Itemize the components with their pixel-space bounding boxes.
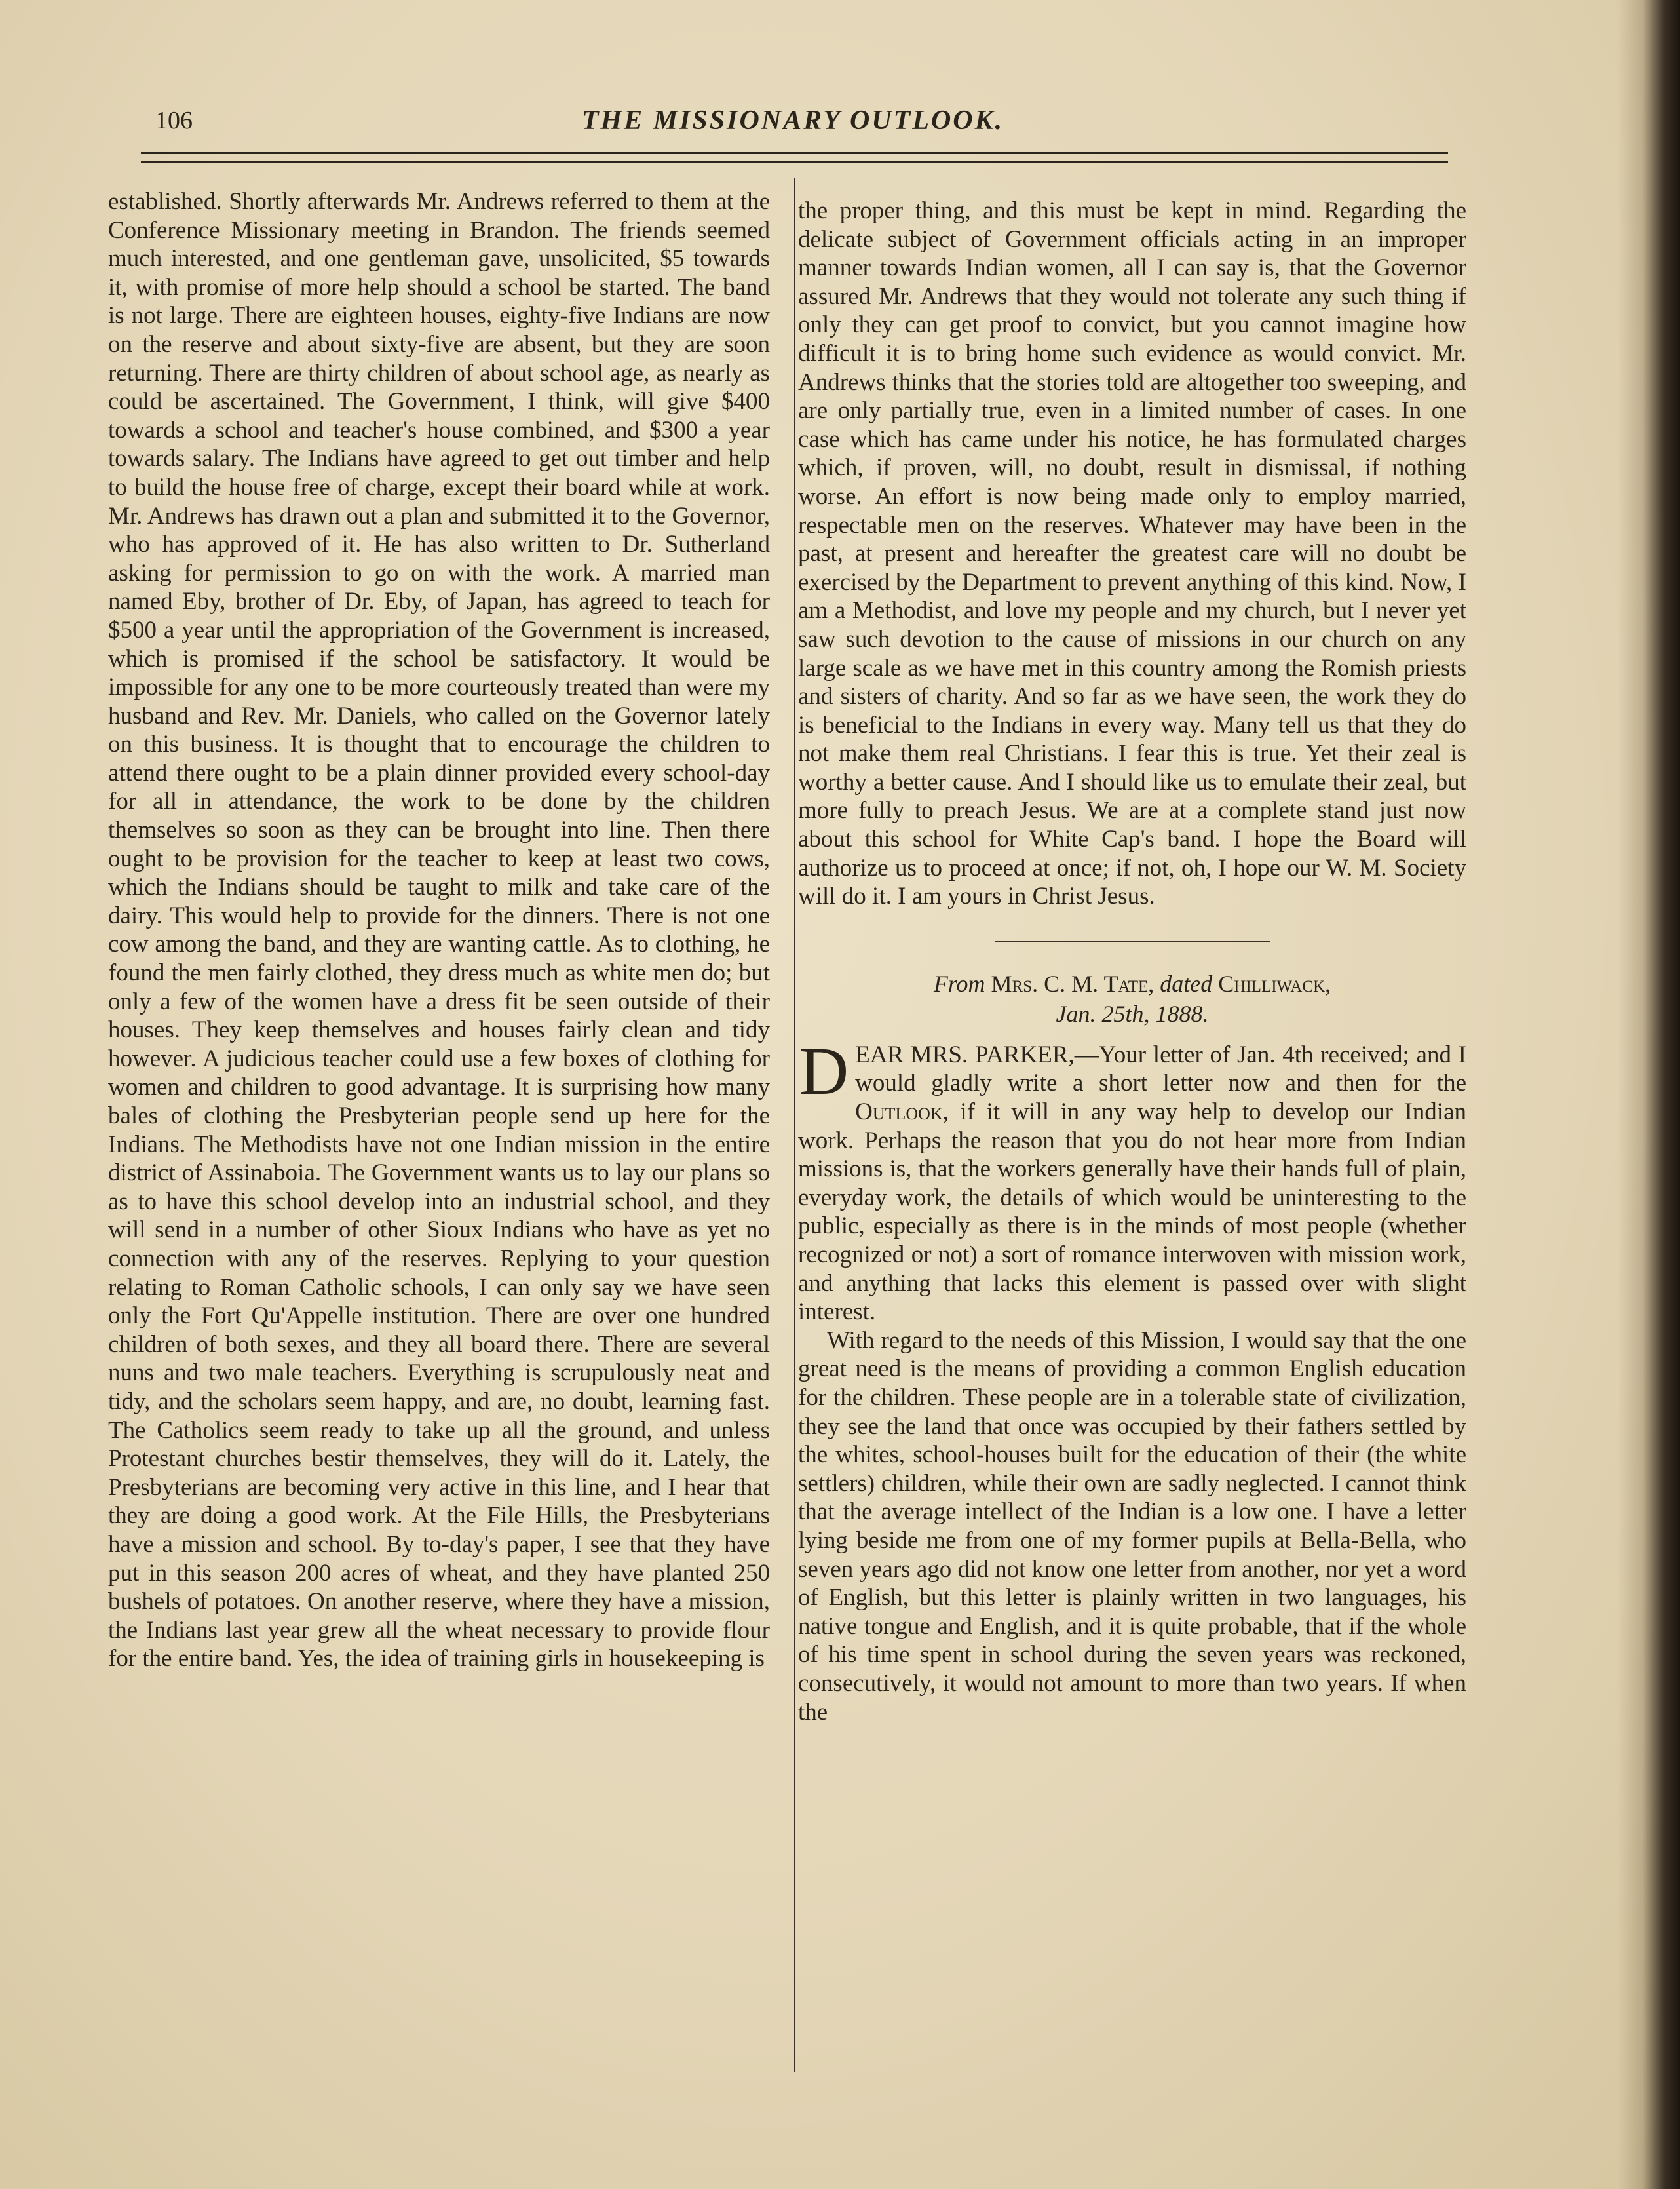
letter-heading-from: From <box>933 970 985 997</box>
header-rule-top <box>141 152 1448 154</box>
left-column-text: established. Shortly afterwards Mr. Andrews referred to them at the Conference Missionary meeting in Brandon. The friends seemed much interested, and one gentleman gave, unsolicited, $5 towards it, with promise of more help should a school be started. The band is not large. There are eighteen houses, eighty-five Indians are now on the reserve and about sixty-five are absent, but they are soon returning. There are thirty children of about school age, as nearly as could be ascertained. The Government, I think, will give $400 towards a school and teacher's house combined, and $300 a year towards salary. The Indians have agreed to get out timber and help to build the house free of charge, except their board while at work. Mr. Andrews has drawn out a plan and submitted it to the Governor, who has approved of it. He has also written to Dr. Sutherland asking for permission to go on with the work. A married man named Eby, brother of Dr. Eby, of Japan, has agreed to teach for $500 a year until the appropriation of the Government is increased, which is promised if the school be satisfactory. It would be impossible for any one to be more courteously treated than were my husband and Rev. Mr. Daniels, who called on the Governor lately on this business. It is thought that to encourage the children to attend there ought to be a plain dinner provided every school-day for all in attendance, the work to be done by the children themselves so soon as they can be brought into line. Then there ought to be provision for the teacher to keep at least two cows, which the Indians should be taught to milk and take care of the dairy. This would help to provide for the dinners. There is not one cow among the band, and they are wanting cattle. As to clothing, he found the men fairly clothed, they dress much as white men do; but only a few of the women have a dress fit be seen outside of their houses. They keep themselves and houses fairly clean and tidy however. A judicious teacher could use a few boxes of clothing for women and children to good advantage. It is surprising how many bales of clothing the Presbyterian people send up here for the Indians. The Methodists have not one Indian mission in the entire district of Assinaboia. The Government wants us to lay our plans so as to have this school develop into an industrial school, and they will send in a number of other Sioux Indians who have as yet no connection with any of the reserves. Replying to your question relating to Roman Catholic schools, I can only say we have seen only the Fort Qu'Appelle institution. There are over one hundred children of both sexes, and they all board there. There are several nuns and two male teachers. Everything is scrupulously neat and tidy, and the scholars seem happy, and are, no doubt, learning fast. The Catholics seem ready to take up all the ground, and unless Protestant churches bestir themselves, they will do it. Lately, the Presbyterians are becoming very active in this line, and I hear that they are doing a good work. At the File Hills, the Presbyterians have a mission and school. By to-day's paper, I see that they have put in this season 200 acres of wheat, and they have planted 250 bushels of potatoes. On another reserve, where they have a mission, the Indians last year grew all the wheat necessary to provide flour for the entire band. Yes, the idea of training girls in housekeeping is <box>108 188 770 1673</box>
letter-paragraph-2: With regard to the needs of this Mission, I would say that the one great need is the means of providing a common English education for the children. These people are in a tolerable state of civilization, they see the land that once was occupied by their fathers settled by the whites, school-houses built for the education of their (the white settlers) children, while their own are sadly neglected. I cannot think that the average intellect of the Indian is a low one. I have a letter lying beside me from one of my former pupils at Bella-Bella, who seven years ago did not know one letter from another, nor yet a word of English, but this letter is plainly written in two languages, his native tongue and English, and it is quite probable, that if the whole of his time spent in school during the seven years was reckoned, consecutively, it would not amount to more than two years. If when the <box>798 1327 1466 1726</box>
outlook-word: Outlook <box>855 1098 943 1126</box>
left-column <box>108 187 770 1673</box>
drop-cap: D <box>799 1033 849 1109</box>
running-title: THE MISSIONARY OUTLOOK. <box>581 106 1004 136</box>
book-binding-edge <box>1618 0 1680 2189</box>
column-divider <box>794 178 795 2072</box>
letter-opening: —Your letter of Jan. 4th received; and I would gladly write a short letter now and then for the <box>855 1041 1466 1097</box>
letter-paragraph-1 <box>798 1033 1466 1327</box>
page-header <box>141 98 1445 144</box>
right-column-continuation: the proper thing, and this must be kept in mind. Regarding the delicate subject of Government officials acting in an improper manner towards Indian women, all I can say is, that the Governor assured Mr. Andrews that they would not tolerate any such thing if only they can get proof to convict, but you cannot imagine how difficult it is to bring home such evidence as would convict. Mr. Andrews thinks that the stories told are altogether too sweeping, and are only partially true, even in a limited number of cases. In one case which has came under his notice, he has formulated charges which, if proven, will, no doubt, result in dismissal, if nothing worse. An effort is now being made only to employ married, respectable men on the reserves. Whatever may have been in the past, at present and hereafter the greatest care will no doubt be exercised by the Department to prevent anything of this kind. Now, I am a Methodist, and love my people and my church, but I never yet saw such devotion to the cause of missions in our church on any large scale as we have met in this country among the Romish priests and sisters of charity. And so far as we have seen, the work they do is beneficial to the Indians in every way. Many tell us that they do not make them real Christians. I fear this is true. Yet their zeal is worthy a better cause. And I should like us to emulate their zeal, but more fully to preach Jesus. We are at a complete stand just now about this school for White Cap's band. I hope the Board will authorize us to proceed at once; if not, oh, I hope our W. M. Society will do it. I am yours in Christ Jesus. <box>798 197 1466 910</box>
letter-heading-place: Chilliwack, <box>1218 970 1331 997</box>
letter-salutation: EAR MRS. PARKER, <box>855 1041 1075 1068</box>
letter-heading <box>798 969 1466 1029</box>
letter-opening-end: , if it will in any way help to develop our Indian work. Perhaps the reason that you do not hear more from Indian missions is, that the workers generally have their hands full of plain, everyday work, the details of which would be uninteresting to the public, especially as there is in the minds of most people (whether recognized or not) a sort of romance interwoven with mission work, and anything that lacks this element is passed over with slight interest. <box>798 1098 1466 1326</box>
section-separator <box>995 941 1270 942</box>
letter-heading-date: Jan. 25th, 1888. <box>1056 1000 1209 1027</box>
right-column <box>798 197 1466 1726</box>
letter-heading-author: Mrs. C. M. Tate, <box>991 970 1155 997</box>
header-rule-bottom <box>141 161 1448 163</box>
page-number: 106 <box>155 107 193 134</box>
letter-heading-dated: dated <box>1160 970 1213 997</box>
